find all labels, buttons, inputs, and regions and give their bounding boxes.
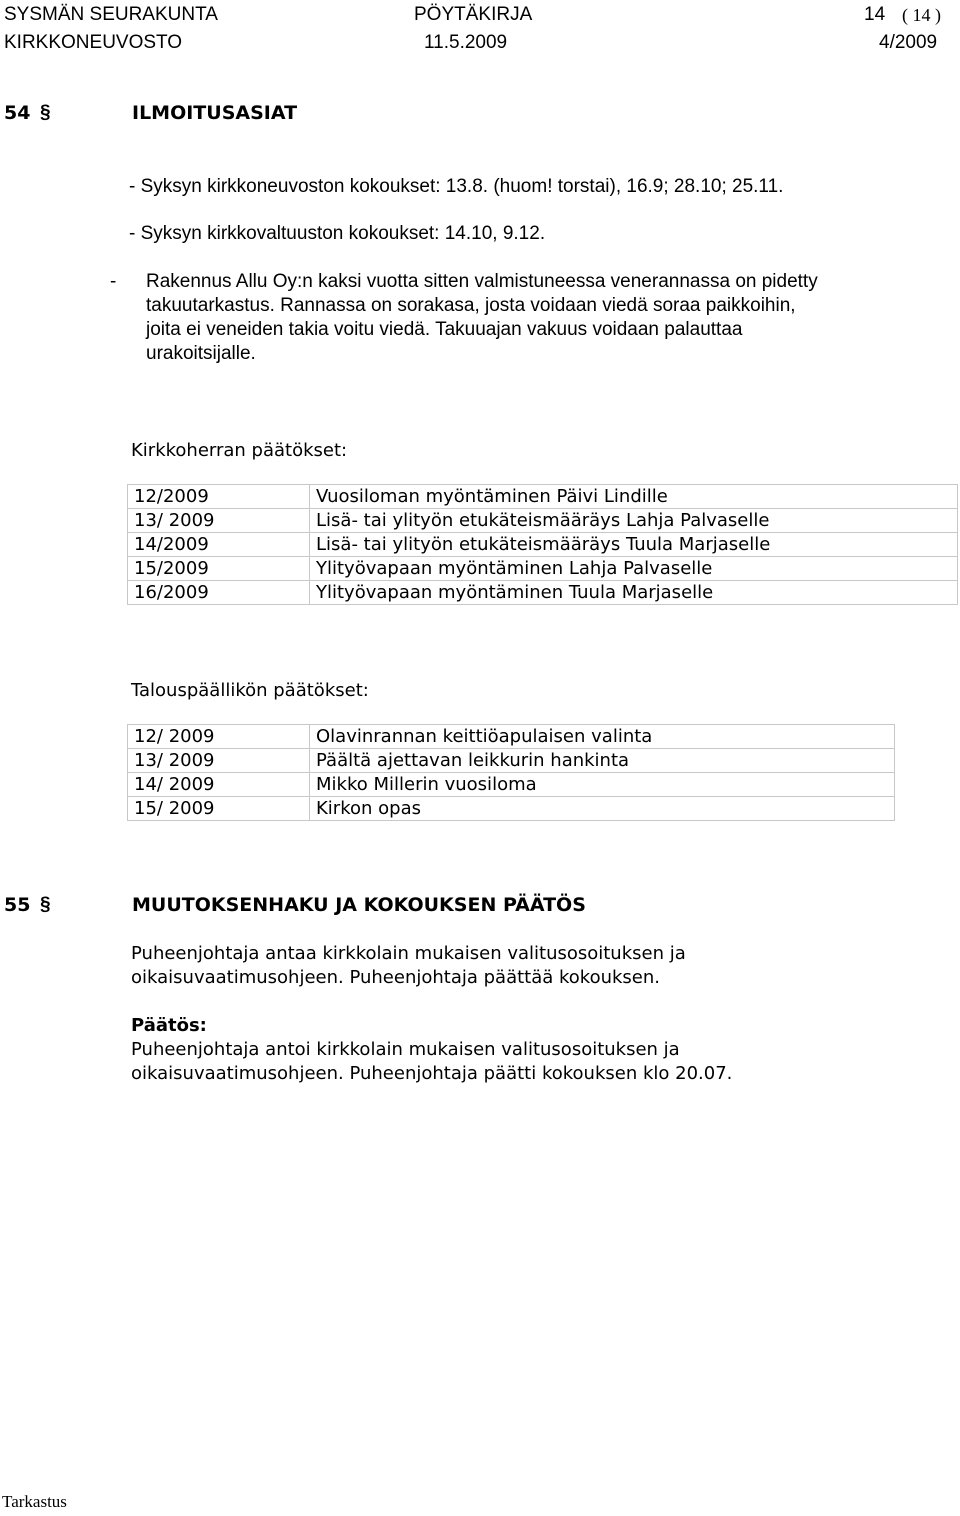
bullet-dash: - <box>110 271 117 292</box>
table-row <box>128 797 895 821</box>
header-page-number: 14 <box>864 4 886 25</box>
section-number: 54 <box>4 102 31 124</box>
section-title: MUUTOKSENHAKU JA KOKOUKSEN PÄÄTÖS <box>132 894 586 916</box>
section-number: 55 <box>4 894 31 916</box>
decision-label: Päätös: <box>131 1015 207 1036</box>
section-title: ILMOITUSASIAT <box>132 102 298 124</box>
section-55-heading <box>4 893 704 917</box>
paragraph-line: oikaisuvaatimusohjeen. Puheenjohtaja päätti kokouksen klo 20.07. <box>131 1063 733 1084</box>
table-row <box>128 533 958 557</box>
footer-label: Tarkastus <box>2 1492 67 1511</box>
kirkkoherra-decisions-table <box>127 484 958 605</box>
decision-number: 14/ 2009 <box>128 773 310 797</box>
decision-number: 16/2009 <box>128 581 310 605</box>
section-symbol: § <box>40 894 51 915</box>
paragraph-line: Puheenjohtaja antoi kirkkolain mukaisen valitusosoituksen ja <box>131 1039 680 1060</box>
section-54-heading <box>4 101 604 125</box>
decision-title: Olavinrannan keittiöapulaisen valinta <box>310 725 895 749</box>
talous-decisions-table <box>127 724 895 821</box>
talous-heading: Talouspäällikön päätökset: <box>131 680 369 701</box>
decision-number: 13/ 2009 <box>128 509 310 533</box>
decision-title: Lisä- tai ylityön etukäteismääräys Tuula Marjaselle <box>310 533 958 557</box>
decision-number: 14/2009 <box>128 533 310 557</box>
bullet-text-line: takuutarkastus. Rannassa on sorakasa, josta voidaan viedä soraa paikkoihin, <box>146 295 796 316</box>
table-row <box>128 773 895 797</box>
table-row <box>128 749 895 773</box>
decision-title: Vuosiloman myöntäminen Päivi Lindille <box>310 485 958 509</box>
decision-number: 12/2009 <box>128 485 310 509</box>
decision-title: Mikko Millerin vuosiloma <box>310 773 895 797</box>
decision-title: Ylityövapaan myöntäminen Tuula Marjaselle <box>310 581 958 605</box>
announcement-item: - Syksyn kirkkovaltuuston kokoukset: 14.10, 9.12. <box>129 223 546 244</box>
section-symbol: § <box>40 102 51 123</box>
decision-number: 13/ 2009 <box>128 749 310 773</box>
decision-title: Päältä ajettavan leikkurin hankinta <box>310 749 895 773</box>
table-row <box>128 725 895 749</box>
table-row <box>128 485 958 509</box>
table-row <box>128 581 958 605</box>
header-body: KIRKKONEUVOSTO <box>4 32 183 53</box>
decision-title: Kirkon opas <box>310 797 895 821</box>
bullet-text-line: urakoitsijalle. <box>146 343 256 364</box>
table-row <box>128 509 958 533</box>
header-number: 4/2009 <box>879 32 938 53</box>
kirkkoherra-heading: Kirkkoherran päätökset: <box>131 440 348 461</box>
header-date: 11.5.2009 <box>424 32 508 53</box>
decision-number: 15/ 2009 <box>128 797 310 821</box>
header-page-total: ( 14 ) <box>902 5 941 25</box>
paragraph-line: Puheenjohtaja antaa kirkkolain mukaisen valitusosoituksen ja <box>131 943 686 964</box>
decision-title: Ylityövapaan myöntäminen Lahja Palvaselle <box>310 557 958 581</box>
decision-number: 12/ 2009 <box>128 725 310 749</box>
decision-title: Lisä- tai ylityön etukäteismääräys Lahja Palvaselle <box>310 509 958 533</box>
bullet-text-line: joita ei veneiden takia voitu viedä. Takuuajan vakuus voidaan palauttaa <box>146 319 743 340</box>
paragraph-line: oikaisuvaatimusohjeen. Puheenjohtaja päättää kokouksen. <box>131 967 661 988</box>
announcement-item: - Syksyn kirkkoneuvoston kokoukset: 13.8. (huom! torstai), 16.9; 28.10; 25.11. <box>129 176 784 197</box>
decision-number: 15/2009 <box>128 557 310 581</box>
header-doc-type: PÖYTÄKIRJA <box>414 4 533 25</box>
bullet-text-line: Rakennus Allu Oy:n kaksi vuotta sitten valmistuneessa venerannassa on pidetty <box>146 271 818 292</box>
table-row <box>128 557 958 581</box>
header-org: SYSMÄN SEURAKUNTA <box>4 4 218 25</box>
